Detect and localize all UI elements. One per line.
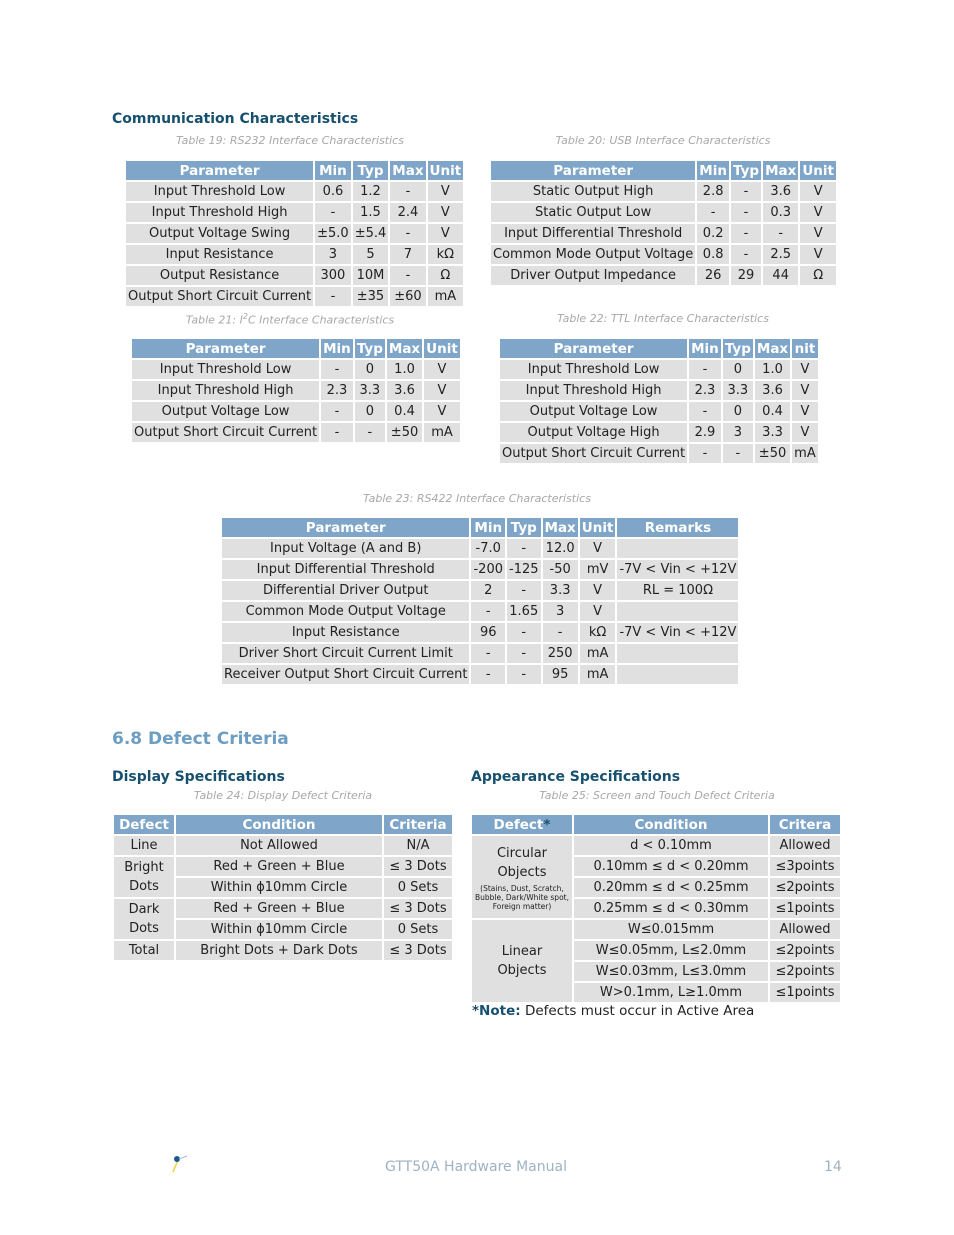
table-cell: 3.3 bbox=[723, 381, 753, 400]
table-cell: V bbox=[580, 581, 616, 600]
table-21-caption bbox=[132, 312, 448, 327]
table-cell: 0.4 bbox=[755, 402, 790, 421]
circular-objects-cell bbox=[472, 836, 572, 918]
criteria-cell: 0 Sets bbox=[384, 920, 452, 939]
table-cell: kΩ bbox=[428, 245, 464, 264]
table-cell: mA bbox=[424, 423, 460, 442]
table-row bbox=[126, 245, 463, 264]
table-cell: V bbox=[800, 224, 836, 243]
table-cell: 7 bbox=[390, 245, 425, 264]
table-cell: 2.9 bbox=[689, 423, 721, 442]
table-25-header bbox=[472, 815, 840, 834]
table-cell: 1.0 bbox=[387, 360, 422, 379]
table-cell: 250 bbox=[543, 644, 578, 663]
header-cell: Typ bbox=[732, 162, 760, 179]
table-cell: - bbox=[471, 665, 505, 684]
table-cell: Output Voltage Low bbox=[500, 402, 687, 421]
header-cell: Min bbox=[699, 162, 727, 179]
defect-note bbox=[472, 1003, 754, 1019]
condition-cell: Within ϕ10mm Circle bbox=[176, 878, 382, 897]
table-cell: 3.6 bbox=[755, 381, 790, 400]
table-cell: Input Voltage (A and B) bbox=[222, 539, 469, 558]
table-cell: 2.8 bbox=[697, 182, 729, 201]
defect-cell bbox=[114, 899, 174, 939]
note-text: Defects must occur in Active Area bbox=[520, 1003, 755, 1019]
table-header-row bbox=[222, 518, 738, 537]
table-cell: - bbox=[390, 266, 425, 285]
table-cell: ±5.0 bbox=[317, 226, 349, 241]
criteria-cell: ≤2points bbox=[770, 962, 840, 981]
section-heading-defect-criteria: 6.8 Defect Criteria bbox=[112, 729, 289, 749]
table-cell: - bbox=[731, 203, 761, 222]
table-row bbox=[472, 836, 840, 855]
condition-cell: 0.10mm ≤ d < 0.20mm bbox=[574, 857, 768, 876]
defect-label: Dark Dots bbox=[128, 902, 160, 936]
criteria-cell: Allowed bbox=[770, 836, 840, 855]
table-cell: Static Output Low bbox=[491, 203, 695, 222]
table-row bbox=[491, 182, 836, 201]
table-cell: - bbox=[543, 623, 578, 642]
table-22-ttl bbox=[498, 337, 820, 465]
header-cell: Condition bbox=[574, 815, 768, 834]
header-cell: Criteria bbox=[384, 815, 452, 834]
table-cell: mA bbox=[428, 287, 464, 306]
table-cell: - bbox=[321, 423, 353, 442]
table-cell: 96 bbox=[471, 623, 505, 642]
table-24-header bbox=[114, 815, 452, 834]
table-cell: - bbox=[355, 423, 385, 442]
table-cell: mA bbox=[580, 665, 616, 684]
table-cell: - bbox=[731, 245, 761, 264]
table-cell: 3 bbox=[315, 245, 351, 264]
table-22-caption: Table 22: TTL Interface Characteristics bbox=[557, 312, 769, 325]
table-cell: 3 bbox=[723, 423, 753, 442]
table-cell: 2.5 bbox=[763, 245, 798, 264]
table-row bbox=[132, 402, 460, 421]
table-cell: Ω bbox=[428, 266, 464, 285]
table-cell: Output Short Circuit Current bbox=[128, 289, 312, 304]
table-header-row bbox=[491, 161, 836, 180]
table-cell: - bbox=[321, 402, 353, 421]
table-cell: Output Voltage Swing bbox=[126, 224, 313, 243]
table-cell: V bbox=[424, 402, 460, 421]
header-cell: Unit bbox=[581, 519, 614, 536]
criteria-cell: ≤1points bbox=[770, 983, 840, 1002]
header-cell: Min bbox=[315, 161, 351, 180]
header-cell: Unit bbox=[426, 340, 458, 357]
table-cell: - bbox=[390, 224, 425, 243]
table-cell: 0 bbox=[355, 402, 385, 421]
condition-cell: Bright Dots + Dark Dots bbox=[176, 941, 382, 960]
table-cell: V bbox=[792, 402, 818, 421]
table-cell: Input Resistance bbox=[222, 623, 469, 642]
criteria-cell: 0 Sets bbox=[384, 878, 452, 897]
table-row bbox=[491, 224, 836, 243]
criteria-cell: ≤ 3 Dots bbox=[384, 941, 452, 960]
header-cell: Unit bbox=[429, 162, 462, 179]
table-row bbox=[500, 381, 818, 400]
table-25-caption: Table 25: Screen and Touch Defect Criteria bbox=[539, 789, 775, 802]
table-cell: Output Short Circuit Current bbox=[134, 425, 318, 440]
table-cell: Input Threshold High bbox=[126, 203, 313, 222]
table-row bbox=[114, 941, 452, 960]
table-row bbox=[222, 581, 738, 600]
table-cell: Input Threshold High bbox=[132, 381, 319, 400]
table-21-caption-sup: 2 bbox=[242, 312, 248, 321]
table-cell bbox=[617, 665, 738, 684]
header-cell: Typ bbox=[353, 161, 389, 180]
table-cell: -125 bbox=[509, 562, 539, 577]
table-cell: Driver Short Circuit Current Limit bbox=[222, 644, 469, 663]
table-cell: V bbox=[580, 539, 616, 558]
table-row bbox=[126, 287, 463, 306]
header-cell: Parameter bbox=[222, 518, 469, 537]
table-row bbox=[500, 402, 818, 421]
table-row bbox=[222, 539, 738, 558]
table-cell bbox=[617, 644, 738, 663]
table-cell: 1.5 bbox=[353, 203, 389, 222]
table-row bbox=[500, 444, 818, 463]
table-cell: 3.6 bbox=[387, 381, 422, 400]
header-cell: Typ bbox=[724, 340, 751, 357]
criteria-cell: ≤1points bbox=[770, 899, 840, 918]
page-number: 14 bbox=[824, 1159, 842, 1175]
table-21-caption-post: C Interface Characteristics bbox=[247, 313, 395, 327]
table-cell: V bbox=[428, 224, 464, 243]
table-cell: Common Mode Output Voltage bbox=[222, 602, 469, 621]
table-cell: 2.3 bbox=[689, 381, 721, 400]
table-cell: ±5.4 bbox=[354, 226, 387, 241]
table-cell: Ω bbox=[800, 266, 836, 285]
table-cell: Common Mode Output Voltage bbox=[493, 247, 694, 262]
condition-cell: 0.25mm ≤ d < 0.30mm bbox=[574, 899, 768, 918]
table-cell: 1.2 bbox=[353, 182, 389, 201]
table-cell: - bbox=[689, 444, 721, 463]
table-cell: 10M bbox=[353, 266, 389, 285]
table-cell: ±60 bbox=[390, 287, 425, 306]
section-heading-communication: Communication Characteristics bbox=[112, 111, 359, 127]
table-header-row bbox=[500, 339, 818, 358]
table-cell: - bbox=[471, 644, 505, 663]
table-cell: Output Voltage Low bbox=[132, 402, 319, 421]
table-cell: 95 bbox=[543, 665, 578, 684]
header-cell: Max bbox=[388, 340, 421, 357]
table-row bbox=[222, 623, 738, 642]
table-row bbox=[126, 203, 463, 222]
table-row bbox=[491, 266, 836, 285]
table-cell: 300 bbox=[315, 266, 351, 285]
table-cell: 0.4 bbox=[387, 402, 422, 421]
table-cell: 0.3 bbox=[763, 203, 798, 222]
table-cell: mA bbox=[794, 446, 816, 461]
defect-header-label: Defect bbox=[493, 816, 544, 833]
table-cell: - bbox=[731, 224, 761, 243]
table-23-caption: Table 23: RS422 Interface Characteristics bbox=[363, 492, 591, 505]
header-cell: Parameter bbox=[491, 161, 695, 180]
circular-objects-label: Circular Objects bbox=[496, 845, 548, 880]
table-cell: -7V < Vin < +12V bbox=[619, 562, 737, 577]
table-cell: 0.2 bbox=[697, 224, 729, 243]
criteria-cell: N/A bbox=[384, 836, 452, 855]
table-cell: 0.8 bbox=[697, 245, 729, 264]
table-row bbox=[126, 266, 463, 285]
table-row bbox=[222, 644, 738, 663]
table-cell: 3.3 bbox=[355, 381, 385, 400]
condition-cell: Red + Green + Blue bbox=[176, 857, 382, 876]
table-25-appearance-defects bbox=[470, 813, 842, 1004]
table-cell: -7V < Vin < +12V bbox=[619, 625, 737, 640]
display-spec-heading: Display Specifications bbox=[112, 769, 285, 785]
defect-cell: Total bbox=[114, 941, 174, 960]
header-cell: Max bbox=[544, 519, 576, 536]
footer-title: GTT50A Hardware Manual bbox=[385, 1159, 567, 1175]
header-cell: Parameter bbox=[126, 161, 313, 180]
table-cell: V bbox=[800, 203, 836, 222]
table-cell: Output Short Circuit Current bbox=[502, 446, 686, 461]
header-cell: Parameter bbox=[500, 339, 687, 358]
table-header-row bbox=[126, 161, 463, 180]
asterisk: * bbox=[543, 816, 551, 833]
table-cell: - bbox=[507, 665, 541, 684]
table-cell: 3 bbox=[543, 602, 578, 621]
table-cell: Output Resistance bbox=[126, 266, 313, 285]
header-cell: nit bbox=[792, 339, 818, 358]
table-cell: Output Voltage High bbox=[500, 423, 687, 442]
table-cell: Input Threshold Low bbox=[132, 360, 319, 379]
condition-cell: W≤0.05mm, L≤2.0mm bbox=[574, 941, 768, 960]
table-row bbox=[114, 836, 452, 855]
table-cell: 0 bbox=[723, 360, 753, 379]
condition-cell: W≤0.015mm bbox=[574, 920, 768, 939]
table-cell: 2.4 bbox=[390, 203, 425, 222]
header-cell: Min bbox=[471, 518, 505, 537]
header-cell: Min bbox=[691, 340, 719, 357]
table-24-display-defects bbox=[112, 813, 454, 962]
condition-cell: d < 0.10mm bbox=[574, 836, 768, 855]
header-cell bbox=[472, 815, 572, 834]
table-row bbox=[472, 920, 840, 939]
table-cell: -50 bbox=[543, 560, 578, 579]
table-cell: 2.3 bbox=[321, 381, 353, 400]
table-cell: V bbox=[792, 360, 818, 379]
table-cell: -200 bbox=[473, 562, 503, 577]
header-cell: Defect bbox=[114, 815, 174, 834]
table-row bbox=[222, 665, 738, 684]
defect-label: Bright Dots bbox=[124, 860, 164, 894]
table-cell: Receiver Output Short Circuit Current bbox=[224, 667, 468, 682]
table-row bbox=[132, 423, 460, 442]
table-cell: 1.0 bbox=[755, 360, 790, 379]
table-header-row bbox=[132, 339, 460, 358]
table-cell: ±50 bbox=[755, 444, 790, 463]
table-row bbox=[500, 423, 818, 442]
table-cell: - bbox=[697, 203, 729, 222]
linear-objects-cell bbox=[472, 920, 572, 1002]
table-cell: V bbox=[428, 203, 464, 222]
table-cell: 3.3 bbox=[755, 423, 790, 442]
table-cell bbox=[617, 539, 738, 558]
table-cell: Input Resistance bbox=[126, 245, 313, 264]
table-row bbox=[222, 560, 738, 579]
table-cell: - bbox=[689, 402, 721, 421]
table-cell: - bbox=[315, 287, 351, 306]
table-cell: 3.6 bbox=[763, 182, 798, 201]
criteria-cell: ≤2points bbox=[770, 941, 840, 960]
criteria-cell: ≤3points bbox=[770, 857, 840, 876]
condition-cell: Red + Green + Blue bbox=[176, 899, 382, 918]
table-cell: 2 bbox=[471, 581, 505, 600]
condition-cell: Not Allowed bbox=[176, 836, 382, 855]
criteria-cell: ≤ 3 Dots bbox=[384, 857, 452, 876]
table-cell: Static Output High bbox=[491, 182, 695, 201]
linear-objects-label: Linear Objects bbox=[497, 944, 547, 978]
table-20-usb bbox=[489, 159, 838, 287]
table-cell: - bbox=[689, 360, 721, 379]
table-cell: Input Threshold Low bbox=[126, 182, 313, 201]
table-cell: - bbox=[321, 360, 353, 379]
table-cell: - bbox=[471, 602, 505, 621]
table-cell: - bbox=[507, 539, 541, 558]
appearance-spec-heading: Appearance Specifications bbox=[471, 769, 681, 785]
table-cell: Input Threshold High bbox=[500, 381, 687, 400]
defect-cell: Line bbox=[114, 836, 174, 855]
table-row bbox=[132, 360, 460, 379]
table-cell: V bbox=[580, 602, 616, 621]
criteria-cell: ≤2points bbox=[770, 878, 840, 897]
table-cell: V bbox=[800, 245, 836, 264]
table-20-caption: Table 20: USB Interface Characteristics bbox=[555, 134, 771, 147]
table-19-rs232 bbox=[124, 159, 465, 308]
condition-cell: W≤0.03mm, L≤3.0mm bbox=[574, 962, 768, 981]
table-row bbox=[126, 182, 463, 201]
table-cell: 29 bbox=[731, 266, 761, 285]
table-cell: ±50 bbox=[387, 423, 422, 442]
condition-cell: W>0.1mm, L≥1.0mm bbox=[574, 983, 768, 1002]
table-row bbox=[491, 245, 836, 264]
table-cell: Input Threshold Low bbox=[500, 360, 687, 379]
table-21-i2c bbox=[130, 337, 462, 444]
table-cell: -7.0 bbox=[471, 539, 505, 558]
table-row bbox=[132, 381, 460, 400]
header-cell: Critera bbox=[770, 815, 840, 834]
table-cell: V bbox=[424, 360, 460, 379]
table-cell: - bbox=[507, 644, 541, 663]
table-row bbox=[114, 899, 452, 918]
header-cell: Max bbox=[392, 162, 424, 179]
table-cell: Differential Driver Output bbox=[222, 581, 469, 600]
circular-objects-sublabel: (Stains, Dust, Scratch, Bubble, Dark/White spot, Foreign matter) bbox=[475, 883, 569, 911]
table-row bbox=[126, 224, 463, 243]
header-cell: Max bbox=[756, 340, 789, 357]
table-cell: V bbox=[792, 381, 818, 400]
table-cell: 26 bbox=[697, 266, 729, 285]
table-cell: - bbox=[390, 182, 425, 201]
table-cell: mA bbox=[580, 644, 616, 663]
table-cell: RL = 100Ω bbox=[617, 581, 738, 600]
table-cell: - bbox=[731, 182, 761, 201]
table-cell: Input Differential Threshold bbox=[222, 560, 469, 579]
table-cell: - bbox=[507, 623, 541, 642]
header-cell: Min bbox=[323, 340, 351, 357]
condition-cell: Within ϕ10mm Circle bbox=[176, 920, 382, 939]
header-cell: Typ bbox=[507, 518, 541, 537]
table-cell: 5 bbox=[353, 245, 389, 264]
table-cell: 44 bbox=[763, 266, 798, 285]
table-row bbox=[491, 203, 836, 222]
table-cell: - bbox=[723, 444, 753, 463]
table-cell: Driver Output Impedance bbox=[491, 266, 695, 285]
header-cell: Parameter bbox=[132, 339, 319, 358]
table-cell: 0.6 bbox=[315, 182, 351, 201]
table-cell: 1.65 bbox=[507, 602, 541, 621]
condition-cell: 0.20mm ≤ d < 0.25mm bbox=[574, 878, 768, 897]
table-24-caption: Table 24: Display Defect Criteria bbox=[193, 789, 373, 802]
table-cell: 12.0 bbox=[543, 539, 578, 558]
table-cell: - bbox=[507, 581, 541, 600]
table-21-caption-pre: Table 21: I bbox=[185, 313, 243, 327]
header-cell: Typ bbox=[356, 340, 383, 357]
table-cell: ±35 bbox=[353, 287, 389, 306]
defect-cell bbox=[114, 857, 174, 897]
header-cell: Remarks bbox=[617, 518, 738, 537]
table-row bbox=[500, 360, 818, 379]
table-cell: - bbox=[315, 203, 351, 222]
criteria-cell: ≤ 3 Dots bbox=[384, 899, 452, 918]
table-row bbox=[222, 602, 738, 621]
note-label: *Note: bbox=[472, 1003, 521, 1019]
criteria-cell: Allowed bbox=[770, 920, 840, 939]
table-cell: 0 bbox=[723, 402, 753, 421]
company-logo-icon bbox=[168, 1152, 190, 1174]
table-cell: V bbox=[424, 381, 460, 400]
table-cell: kΩ bbox=[580, 623, 616, 642]
table-row bbox=[114, 857, 452, 876]
table-19-caption: Table 19: RS232 Interface Characteristics bbox=[176, 134, 404, 147]
table-cell bbox=[617, 602, 738, 621]
table-cell: 3.3 bbox=[543, 581, 578, 600]
table-cell: Input Differential Threshold bbox=[491, 224, 695, 243]
table-cell: mV bbox=[580, 560, 616, 579]
header-cell: Unit bbox=[802, 162, 834, 179]
table-cell: - bbox=[763, 224, 798, 243]
table-cell: 0 bbox=[355, 360, 385, 379]
table-cell: V bbox=[792, 423, 818, 442]
table-cell: V bbox=[800, 182, 836, 201]
table-cell: V bbox=[428, 182, 464, 201]
table-23-rs422 bbox=[220, 516, 740, 686]
header-cell: Condition bbox=[176, 815, 382, 834]
header-cell: Max bbox=[765, 162, 797, 179]
